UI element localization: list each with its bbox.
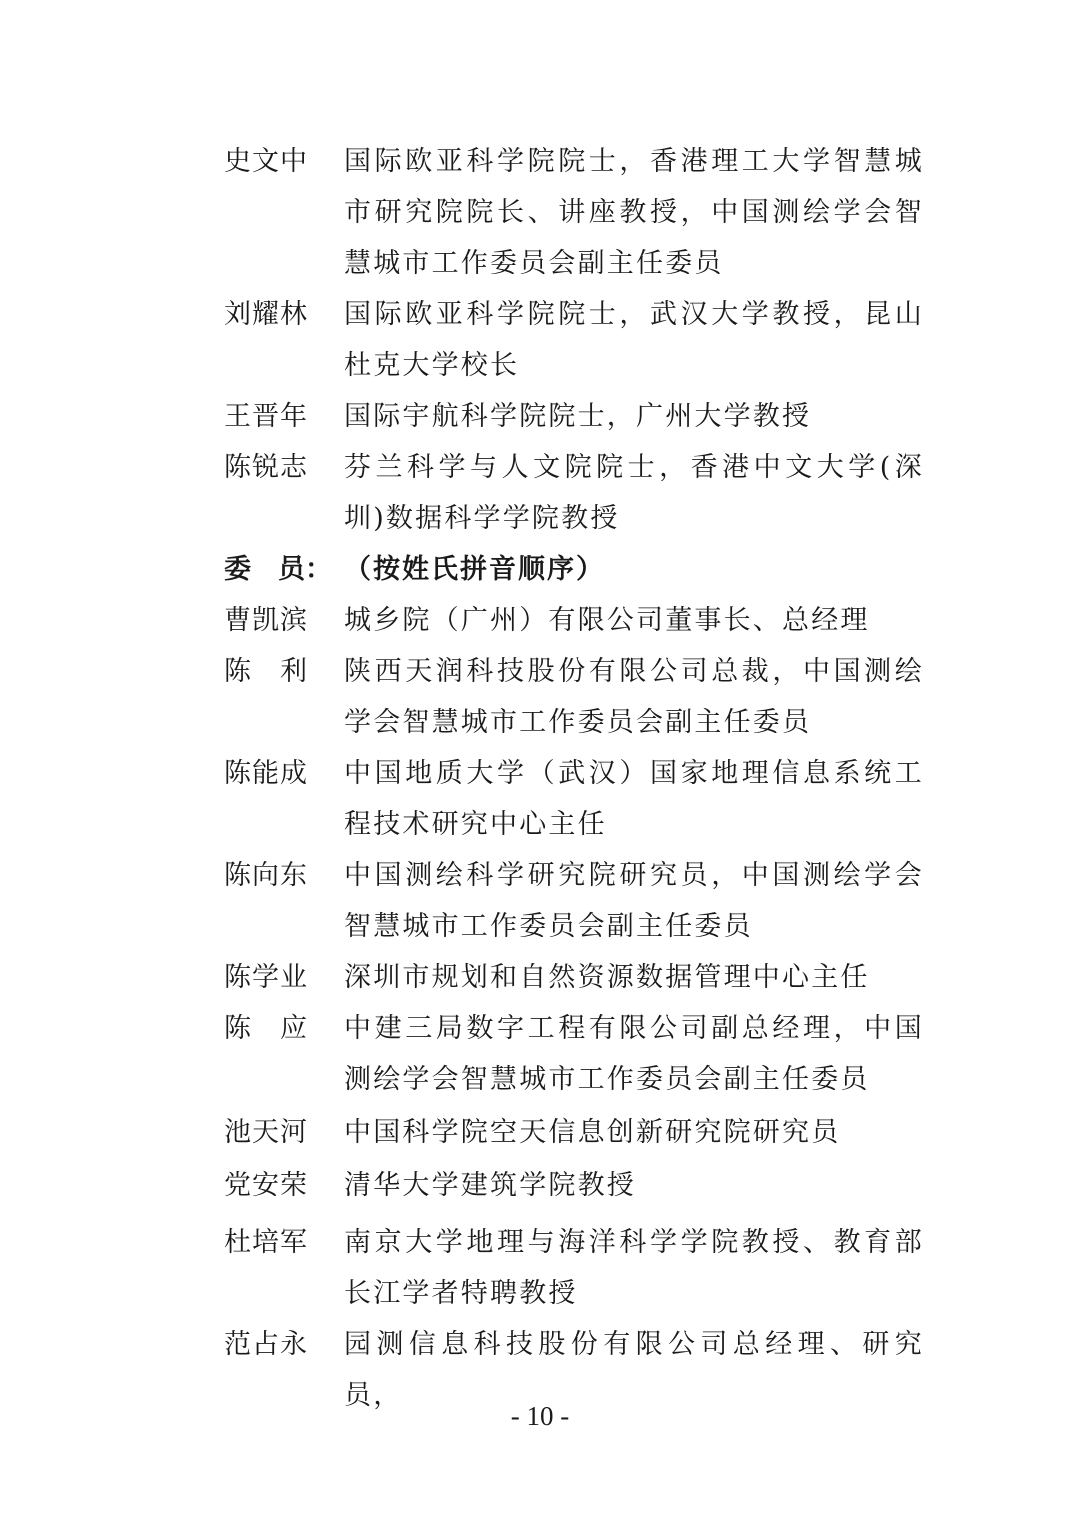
list-item (224, 595, 944, 646)
list-item (224, 1160, 944, 1211)
list-item (224, 850, 944, 952)
member-name: 杜培军 (224, 1227, 308, 1258)
list-item (224, 391, 944, 442)
list-item (224, 442, 944, 544)
member-description: 中国科学院空天信息创新研究院研究员 (344, 1117, 841, 1148)
member-name: 刘耀林 (224, 299, 308, 330)
list-item (224, 952, 944, 1003)
list-item (224, 289, 944, 391)
member-name: 陈锐志 (224, 452, 308, 483)
section-note: （按姓氏拼音顺序） (344, 554, 605, 585)
member-description: 园测信息科技股份有限公司总经理、研究员， (344, 1329, 924, 1411)
member-name: 王晋年 (224, 401, 308, 432)
member-description: 中国测绘科学研究院研究员，中国测绘学会智慧城市工作委员会副主任委员 (344, 860, 924, 942)
member-name: 范占永 (224, 1329, 308, 1360)
member-description: 城乡院（广州）有限公司董事长、总经理 (344, 605, 870, 636)
member-description: 国际宇航科学院院士，广州大学教授 (344, 401, 812, 432)
member-description: 深圳市规划和自然资源数据管理中心主任 (344, 962, 870, 993)
member-description: 国际欧亚科学院院士，武汉大学教授，昆山杜克大学校长 (344, 299, 924, 381)
member-description: 中建三局数字工程有限公司副总经理，中国测绘学会智慧城市工作委员会副主任委员 (344, 1013, 924, 1095)
member-description: 清华大学建筑学院教授 (344, 1170, 636, 1201)
member-name: 陈 利 (224, 656, 308, 687)
member-name: 池天河 (224, 1117, 308, 1148)
member-description: 国际欧亚科学院院士，香港理工大学智慧城市研究院院长、讲座教授，中国测绘学会智慧城市工作委员会副主任委员 (344, 146, 924, 279)
list-item (224, 1107, 944, 1158)
member-name: 史文中 (224, 146, 308, 177)
member-description: 芬兰科学与人文院院士，香港中文大学(深圳)数据科学学院教授 (344, 452, 924, 534)
member-description: 陕西天润科技股份有限公司总裁，中国测绘学会智慧城市工作委员会副主任委员 (344, 656, 924, 738)
committee-list (224, 136, 944, 1421)
member-name: 陈能成 (224, 758, 308, 789)
list-item (224, 1003, 944, 1105)
member-description: 中国地质大学（武汉）国家地理信息系统工程技术研究中心主任 (344, 758, 924, 840)
list-item (224, 748, 944, 850)
member-name: 党安荣 (224, 1170, 308, 1201)
member-description: 南京大学地理与海洋科学学院教授、教育部长江学者特聘教授 (344, 1227, 924, 1309)
list-item (224, 1217, 944, 1319)
list-item (224, 646, 944, 748)
member-name: 陈向东 (224, 860, 308, 891)
page-number: - 10 - (510, 1401, 570, 1431)
member-name: 曹凯滨 (224, 605, 308, 636)
member-name: 陈 应 (224, 1013, 308, 1044)
members-section-heading (224, 544, 944, 595)
section-label: 委 员： (224, 554, 332, 585)
list-item (224, 136, 944, 289)
member-name: 陈学业 (224, 962, 308, 993)
